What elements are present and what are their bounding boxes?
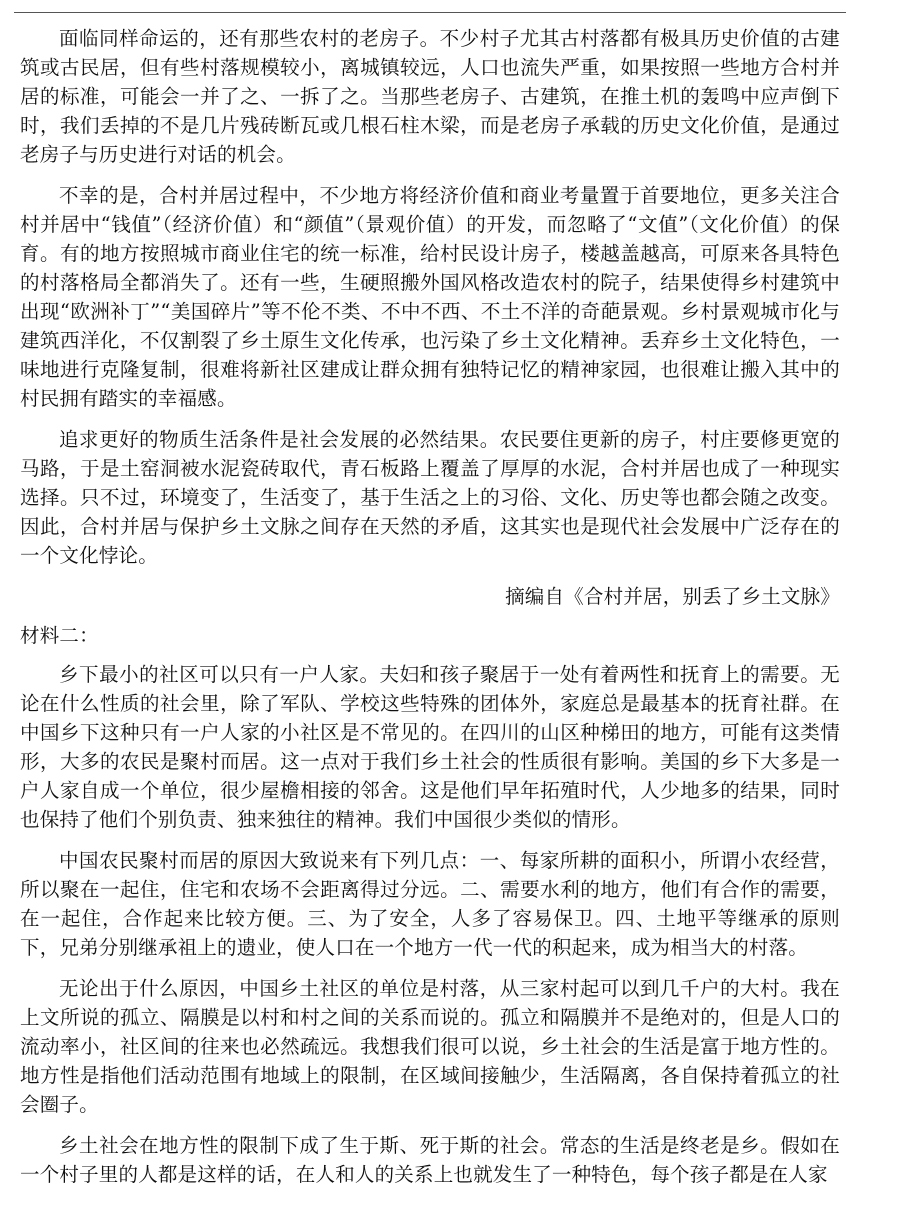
- document-body: [20, 24, 840, 1203]
- top-divider: [14, 12, 846, 13]
- paragraph-born-and-die-here: 乡土社会在地方性的限制下成了生于斯、死于斯的社会。常态的生活是终老是乡。假如在一个村子里的人都是这样的话，在人和人的关系上也就发生了一种特色，每个孩子都是在人家: [20, 1134, 840, 1186]
- paragraph-old-houses: 面临同样命运的，还有那些农村的老房子。不少村子尤其古村落都有极具历史价值的古建筑或古民居，但有些村落规模较小，离城镇较远，人口也流失严重，如果按照一些地方合村并居的标准，可能会一并了之、一拆了之。当那些老房子、古建筑，在推土机的轰鸣中应声倒下时，我们丢掉的不是几片残砖断瓦或几根石柱木梁，而是老房子承载的历史文化价值，是通过老房子与历史进行对话的机会。: [20, 27, 840, 166]
- paragraph-value-neglect: 不幸的是，合村并居过程中，不少地方将经济价值和商业考量置于首要地位，更多关注合村并居中“钱值”（经济价值）和“颜值”（景观价值）的开发，而忽略了“文值”（文化价值）的保育。有的地方按照城市商业住宅的统一标准，给村民设计房子，楼越盖越高，可原来各具特色的村落格局全都消失了。还有一些，生硬照搬外国风格改造农村的院子，结果使得乡村建筑中出现“欧洲补丁”“美国碎片”等不伦不类、不中不西、不土不洋的奇葩景观。乡村景观城市化与建筑西洋化，不仅割裂了乡土原生文化传承，也污染了乡土文化精神。丢弃乡土文化特色，一味地进行克隆复制，很难将新社区建成让群众拥有独特记忆的精神家园，也很难让搬入其中的村民拥有踏实的幸福感。: [20, 184, 840, 410]
- paragraph-village-reasons: 中国农民聚村而居的原因大致说来有下列几点：一、每家所耕的面积小，所谓小农经营，所以聚在一起住，住宅和农场不会距离得过分远。二、需要水利的地方，他们有合作的需要，在一起住，合作起来比较方便。三、为了安全，人多了容易保卫。四、土地平等继承的原则下，兄弟分别继承祖上的遗业，使人口在一个地方一代一代的积起来，成为相当大的村落。: [20, 849, 840, 959]
- paragraph-cultural-paradox: 追求更好的物质生活条件是社会发展的必然结果。农民要住更新的房子，村庄要修更宽的马路，于是土窑洞被水泥瓷砖取代，青石板路上覆盖了厚厚的水泥，合村并居也成了一种现实选择。只不过，环境变了，生活变了，基于生活之上的习俗、文化、历史等也都会随之改变。因此，合村并居与保护乡土文脉之间存在天然的矛盾，这其实也是现代社会发展中广泛存在的一个文化悖论。: [20, 428, 840, 567]
- paragraph-locality: 无论出于什么原因，中国乡土社区的单位是村落，从三家村起可以到几千户的大村。我在上文所说的孤立、隔膜是以村和村之间的关系而说的。孤立和隔膜并不是绝对的，但是人口的流动率小，社区间的往来也必然疏远。我想我们很可以说，乡土社会的生活是富于地方性的。地方性是指他们活动范围有地域上的限制，在区域间接触少，生活隔离，各自保持着孤立的社会圈子。: [20, 977, 840, 1116]
- section-label-material2: 材料二：: [20, 624, 99, 647]
- source-citation: 摘编自《合村并居，别丢了乡土文脉》: [505, 585, 840, 608]
- paragraph-smallest-community: 乡下最小的社区可以只有一户人家。夫妇和孩子聚居于一处有着两性和抚育上的需要。无论在什么性质的社会里，除了军队、学校这些特殊的团体外，家庭总是最基本的抚育社群。在中国乡下这种只有一户人家的小社区是不常见的。在四川的山区种梯田的地方，可能有这类情形，大多的农民是聚村而居。这一点对于我们乡土社会的性质很有影响。美国的乡下大多是一户人家自成一个单位，很少屋檐相接的邻舍。这是他们早年拓殖时代，人少地多的结果，同时也保持了他们个别负责、独来独往的精神。我们中国很少类似的情形。: [20, 663, 840, 831]
